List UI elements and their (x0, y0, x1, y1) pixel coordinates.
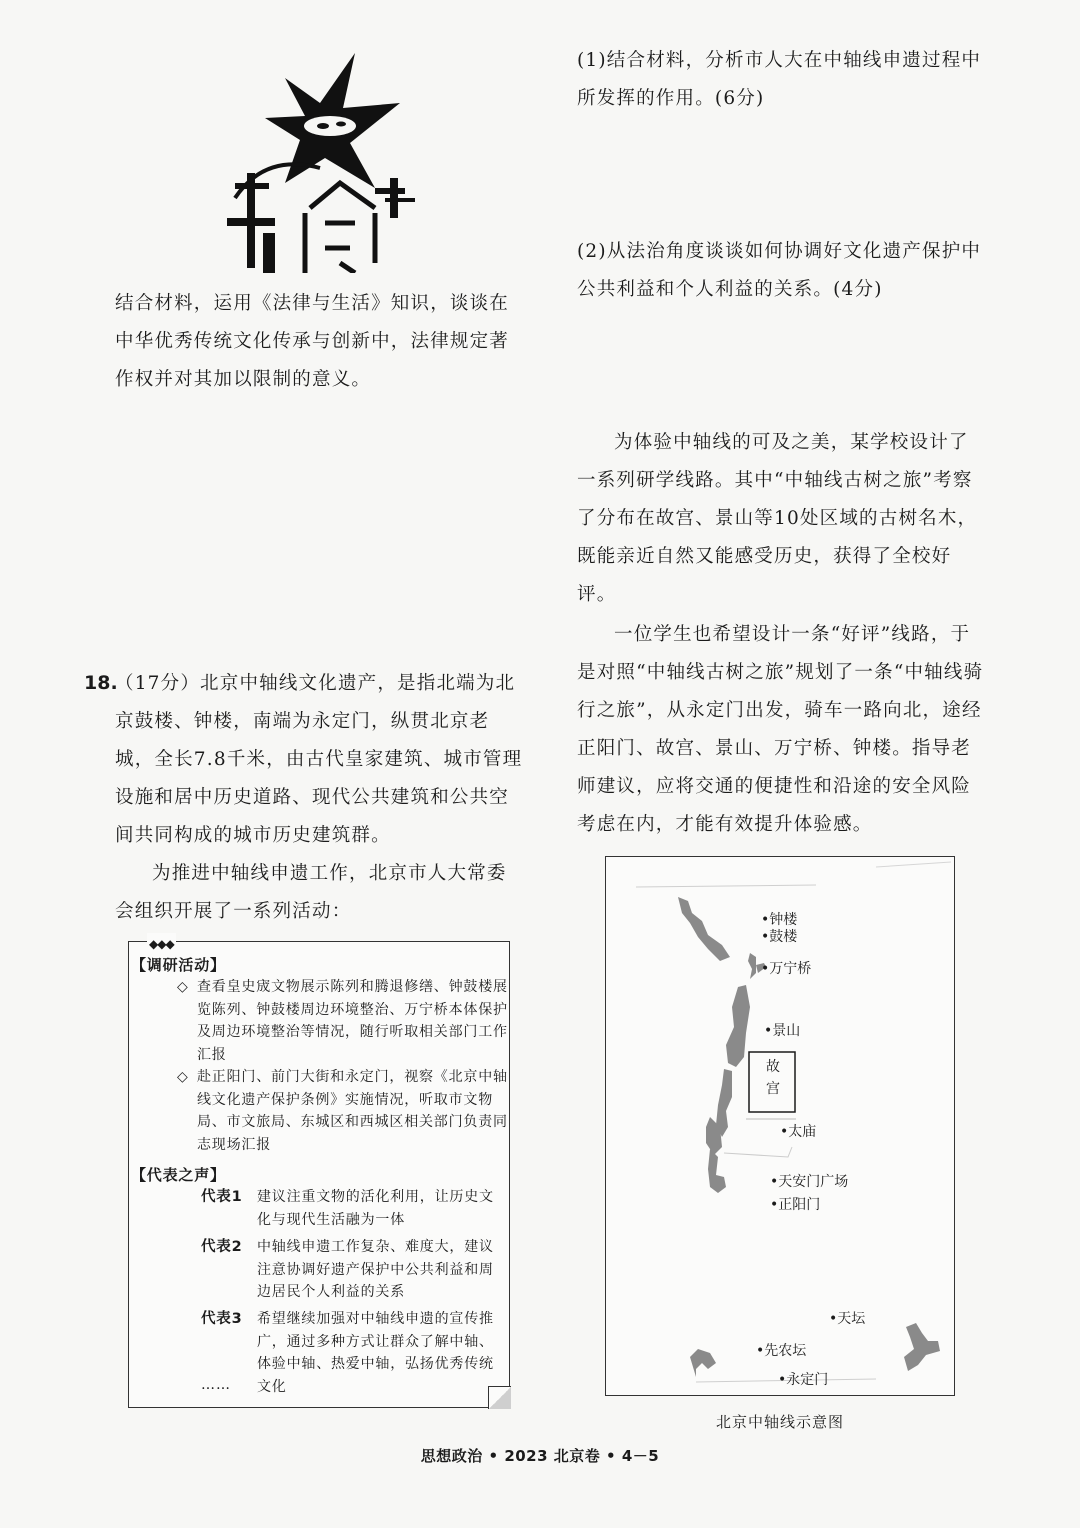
map-label-gugong-char2: 宫 (766, 1081, 780, 1097)
question-18-text: （17分）北京中轴线文化遗产，是指北端为北京鼓楼、钟楼，南端为永定门，纵贯北京老城，全长7.8千米，由古代皇家建筑、城市管理设施和居中历史道路、现代公共建筑和公共空间共同构成的城市历史建筑群。 (115, 673, 523, 846)
representative-statement (201, 1186, 501, 1231)
beihai-lake-shape (726, 985, 750, 1067)
sub-question-1: (1)结合材料，分析市人大在中轴线申遗过程中所发挥的作用。(6分) (577, 50, 982, 109)
map-label-zhengyang-gate: •正阳门 (770, 1197, 821, 1213)
map-label-gugong-char1: 故 (766, 1059, 780, 1075)
research-item-text: 查看皇史宬文物展示陈列和腾退修缮、钟鼓楼展览陈列、钟鼓楼周边环境整治、万宁桥本体保护及周边环境整治等情况，随行听取相关部门工作汇报 (197, 979, 508, 1063)
representative-label: 代表1 (201, 1189, 243, 1205)
shichahai-lake-shape (678, 897, 730, 961)
map-label-drum-tower: •鼓楼 (761, 929, 798, 945)
hat-character-illustration (225, 48, 425, 273)
page-footer: 思想政治 • 2023 北京卷 • 4－5 (420, 1447, 660, 1465)
axis-map-drawing (606, 857, 954, 1395)
research-section-title: 【调研活动】 (131, 956, 226, 974)
map-label-wanning-bridge: •万宁桥 (761, 961, 812, 977)
promote-paragraph: 为推进中轴线申遗工作，北京市人大常委会组织开展了一系列活动： (115, 863, 507, 922)
research-item (177, 976, 515, 1066)
axis-map (605, 856, 955, 1396)
map-label-taimiao: •太庙 (780, 1124, 817, 1140)
representative-label: 代表2 (201, 1239, 243, 1255)
lake-shape (708, 1149, 726, 1193)
representative-label: 代表3 (201, 1311, 243, 1327)
lake-shape (690, 1349, 716, 1377)
representative-text: 建议注重文物的活化利用，让历史文化与现代生活融为一体 (257, 1189, 494, 1228)
representative-text: 希望继续加强对中轴线申遗的宣传推广，通过多种方式让群众了解中轴、体验中轴、热爱中轴，弘扬优秀传统文化 (257, 1311, 494, 1395)
question-18 (84, 664, 524, 855)
ellipsis: …… (201, 1377, 231, 1393)
representative-text: 中轴线申遗工作复杂、难度大，建议注意协调好遗产保护中公共利益和周边居民个人利益的关系 (257, 1239, 494, 1300)
map-caption: 北京中轴线示意图 (715, 1413, 844, 1431)
map-label-jingshan: •景山 (764, 1023, 801, 1039)
research-item (177, 1066, 515, 1156)
research-item-text: 赴正阳门、前门大街和永定门，视察《北京中轴线文化遗产保护条例》实施情况，听取市文物局、市文旅局、东城区和西城区相关部门负责同志现场汇报 (197, 1069, 508, 1153)
folded-corner (488, 1386, 511, 1409)
study-route-paragraph: 为体验中轴线的可及之美，某学校设计了一系列研学线路。其中“中轴线古树之旅”考察了分布在故宫、景山等10处区域的古树名木，既能亲近自然又能感受历史，获得了全校好评。 (577, 432, 978, 605)
map-label-tiananmen-square: •天安门广场 (770, 1174, 849, 1190)
activity-box (128, 937, 510, 1408)
map-label-yongding-gate: •永定门 (778, 1372, 829, 1388)
sub-question-2: (2)从法治角度谈谈如何协调好文化遗产保护中公共利益和个人利益的关系。(4分) (577, 241, 982, 300)
student-plan-paragraph: 一位学生也希望设计一条“好评”线路，于是对照“中轴线古树之旅”规划了一条“中轴线骑行之旅”，从永定门出发，骑车一路向北，途经正阳门、故宫、景山、万宁桥、钟楼。指导老师建议，应将交通的便捷性和沿途的安全风险考虑在内，才能有效提升体验感。 (577, 624, 984, 835)
diamond-decoration-icon: ◆◆◆ (147, 933, 176, 956)
map-road-line (724, 1147, 792, 1157)
diamond-bullet-icon: ◇ (177, 979, 189, 995)
lake-shape (904, 1323, 940, 1371)
representative-statement (201, 1308, 501, 1398)
law-question-paragraph: 结合材料，运用《法律与生活》知识，谈谈在中华优秀传统文化传承与创新中，法律规定著作权并对其加以限制的意义。 (115, 293, 510, 390)
lake-shape (748, 953, 756, 979)
map-road-line (876, 862, 951, 867)
map-road-line (636, 885, 816, 887)
map-label-bell-tower: •钟楼 (761, 912, 798, 928)
representative-statement (201, 1236, 501, 1304)
question-18-number: 18. (84, 672, 118, 694)
representatives-section-title: 【代表之声】 (131, 1166, 226, 1184)
diamond-bullet-icon: ◇ (177, 1069, 189, 1085)
map-label-temple-of-heaven: •天坛 (829, 1311, 866, 1327)
map-label-xiannong-altar: •先农坛 (756, 1343, 807, 1359)
